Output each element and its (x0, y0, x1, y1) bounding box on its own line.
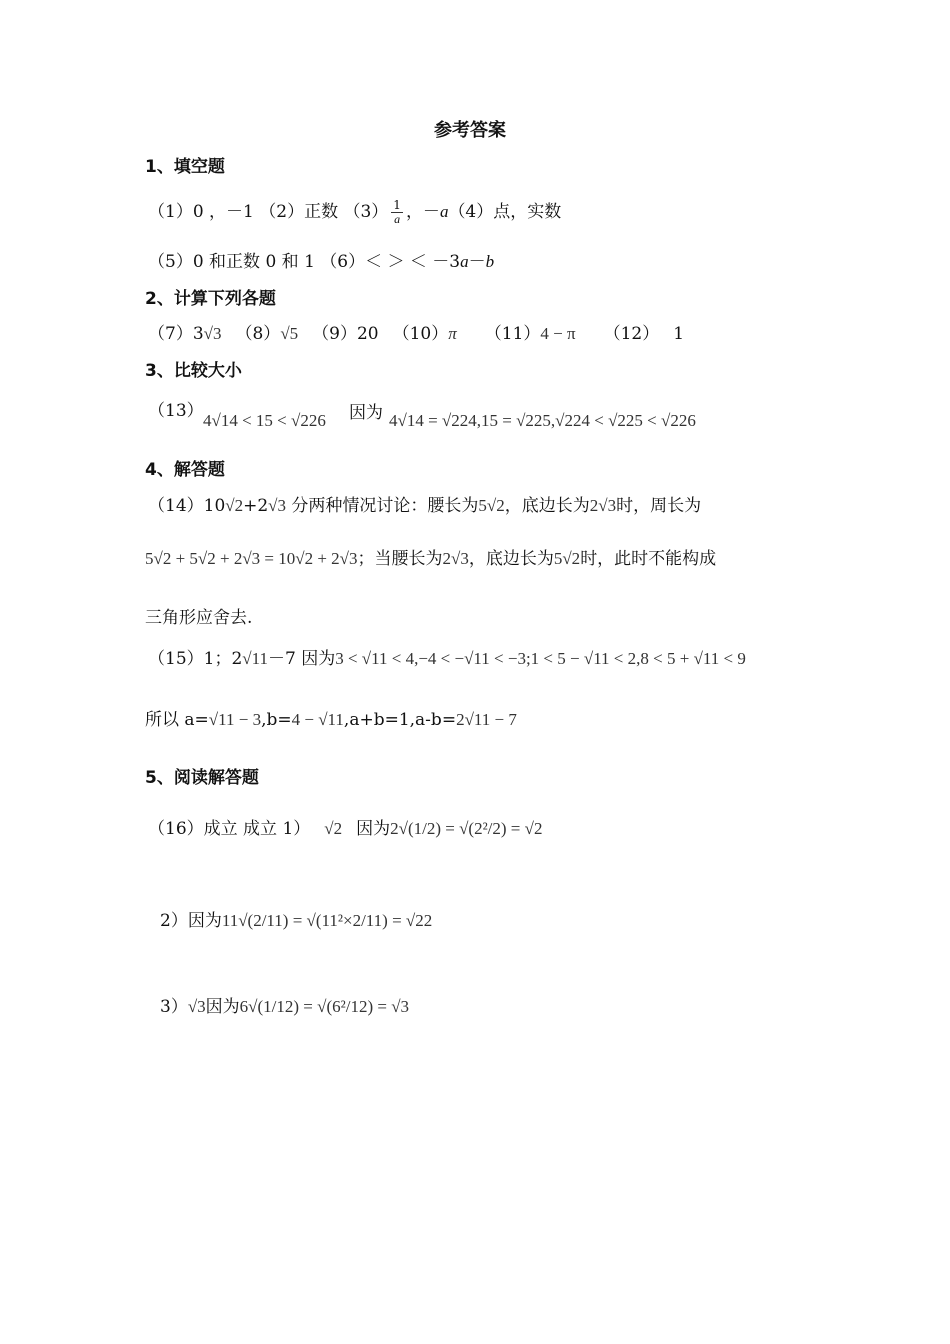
answer-14-math-3: 5√2 (478, 496, 505, 515)
answer-15-math-b: 4 − √11 (291, 710, 344, 729)
answer-line-7-12 (148, 323, 684, 345)
answer-line-1-4 (148, 199, 561, 226)
page-title: 参考答案 (434, 120, 506, 141)
answer-14-math-2: √3 (268, 496, 287, 515)
answer-16-part-3-math-1: √3 (187, 997, 206, 1016)
answer-6-minus: － (468, 252, 486, 272)
answer-16-part-3 (160, 996, 409, 1018)
answer-1-3-text: （1）0 ，－1 （2）正数 （3） (148, 202, 389, 222)
answer-15-math-2: 3 < √11 < 4,−4 < −√11 < −3;1 < 5 − √11 < 2,8 < 5 + √11 < 9 (335, 649, 746, 668)
answer-16-part-3-because: 因为 (205, 997, 240, 1017)
answer-14-text-2: ，底边长为 (504, 496, 590, 516)
answer-14-text-3: 时，周长为 (616, 496, 702, 516)
answer-14-value: （14）10 (148, 496, 226, 516)
answer-15-because: －7 因为 (267, 649, 336, 669)
answer-14-text-1: 分两种情况讨论：腰长为 (286, 496, 479, 516)
answer-12-value: 1 (673, 324, 685, 344)
answer-16-because: 因为 (356, 819, 391, 839)
section-4-heading: 4、解答题 (145, 460, 225, 480)
answer-line-5-6 (148, 251, 494, 273)
fraction-1-over-a (391, 199, 403, 226)
answer-16-line-1 (148, 818, 542, 840)
answer-10-label: （10） (392, 324, 449, 344)
fraction-denominator: a (394, 212, 401, 226)
answer-13-because: 因为 (349, 403, 383, 423)
section-1-heading: 1、填空题 (145, 157, 225, 177)
answer-15-line-1 (148, 648, 746, 670)
section-2-heading: 2、计算下列各题 (145, 289, 276, 309)
answer-14-math-1: √2 (225, 496, 244, 515)
answer-3-var: a (439, 202, 449, 221)
answer-15-line-2 (145, 709, 517, 731)
answer-13-label: （13） (148, 401, 204, 421)
answer-15-math-1: √11 (242, 649, 268, 668)
answer-14-line-1 (148, 495, 701, 517)
answer-15-math-a: √11 − 3 (208, 710, 262, 729)
answer-15-math-diff: 2√11 − 7 (456, 710, 517, 729)
answer-16-part-2-math: 11√(2/11) = √(11²×2/11) = √22 (221, 911, 433, 930)
section-5-heading: 5、阅读解答题 (145, 768, 259, 788)
answer-13-reason-math: 4√14 = √224,15 = √225,√224 < √225 < √226 (389, 411, 696, 430)
answer-11-math: 4 − π (540, 324, 576, 343)
answer-11-label: （11） (484, 324, 541, 344)
answer-8-math: √5 (280, 324, 299, 343)
answer-16-text: （16）成立 成立 1） (148, 819, 311, 839)
answer-15-text-sum: ,a+b=1,a-b= (343, 710, 457, 730)
fraction-numerator: 1 (393, 198, 401, 212)
answer-6-var-a: a (460, 252, 469, 271)
answer-12-label: （12） (603, 324, 660, 344)
answer-14-text-4: ；当腰长为 (357, 549, 443, 569)
answer-14-text-5: ，底边长为 (468, 549, 554, 569)
answer-5-6-text: （5）0 和正数 0 和 1 （6）＜ ＞ ＜ －3 (148, 252, 461, 272)
section-3-heading: 3、比较大小 (145, 361, 242, 381)
answer-7-math: √3 (203, 324, 222, 343)
answer-14-line-2 (145, 548, 716, 570)
answer-16-part-3-math-2: 6√(1/12) = √(6²/12) = √3 (239, 997, 410, 1016)
answer-15-text-b: ,b= (261, 710, 292, 730)
answer-9-label: （9）20 (312, 324, 379, 344)
answer-13-math: 4√14 < 15 < √226 (203, 411, 326, 430)
answer-14-plus: +2 (243, 496, 269, 516)
answer-14-math-7: 5√2 (553, 549, 581, 568)
answer-16-part-2 (160, 910, 432, 932)
answer-16-part-2-because: 2）因为 (160, 911, 222, 931)
answer-6-var-b: b (485, 252, 495, 271)
answer-10-math: π (448, 324, 457, 343)
answer-14-line-3: 三角形应舍去. (145, 608, 253, 628)
answer-15-text-a: 所以 a= (145, 710, 209, 730)
answer-14-math-6: 2√3 (442, 549, 469, 568)
answer-7-label: （7）3 (148, 324, 204, 344)
answer-16-math-1: √2 (324, 819, 343, 838)
answer-15-value: （15）1；2 (148, 649, 243, 669)
answer-14-math-5: 5√2 + 5√2 + 2√3 = 10√2 + 2√3 (145, 549, 358, 568)
answer-4-text: （4）点，实数 (448, 202, 562, 222)
answer-14-math-4: 2√3 (589, 496, 617, 515)
answer-14-text-6: 时，此时不能构成 (580, 549, 717, 569)
answer-16-part-3-label: 3） (160, 997, 188, 1017)
answer-3-sep: ，－ (405, 202, 440, 222)
answer-16-math-2: 2√(1/2) = √(2²/2) = √2 (390, 819, 543, 838)
answer-8-label: （8） (235, 324, 281, 344)
